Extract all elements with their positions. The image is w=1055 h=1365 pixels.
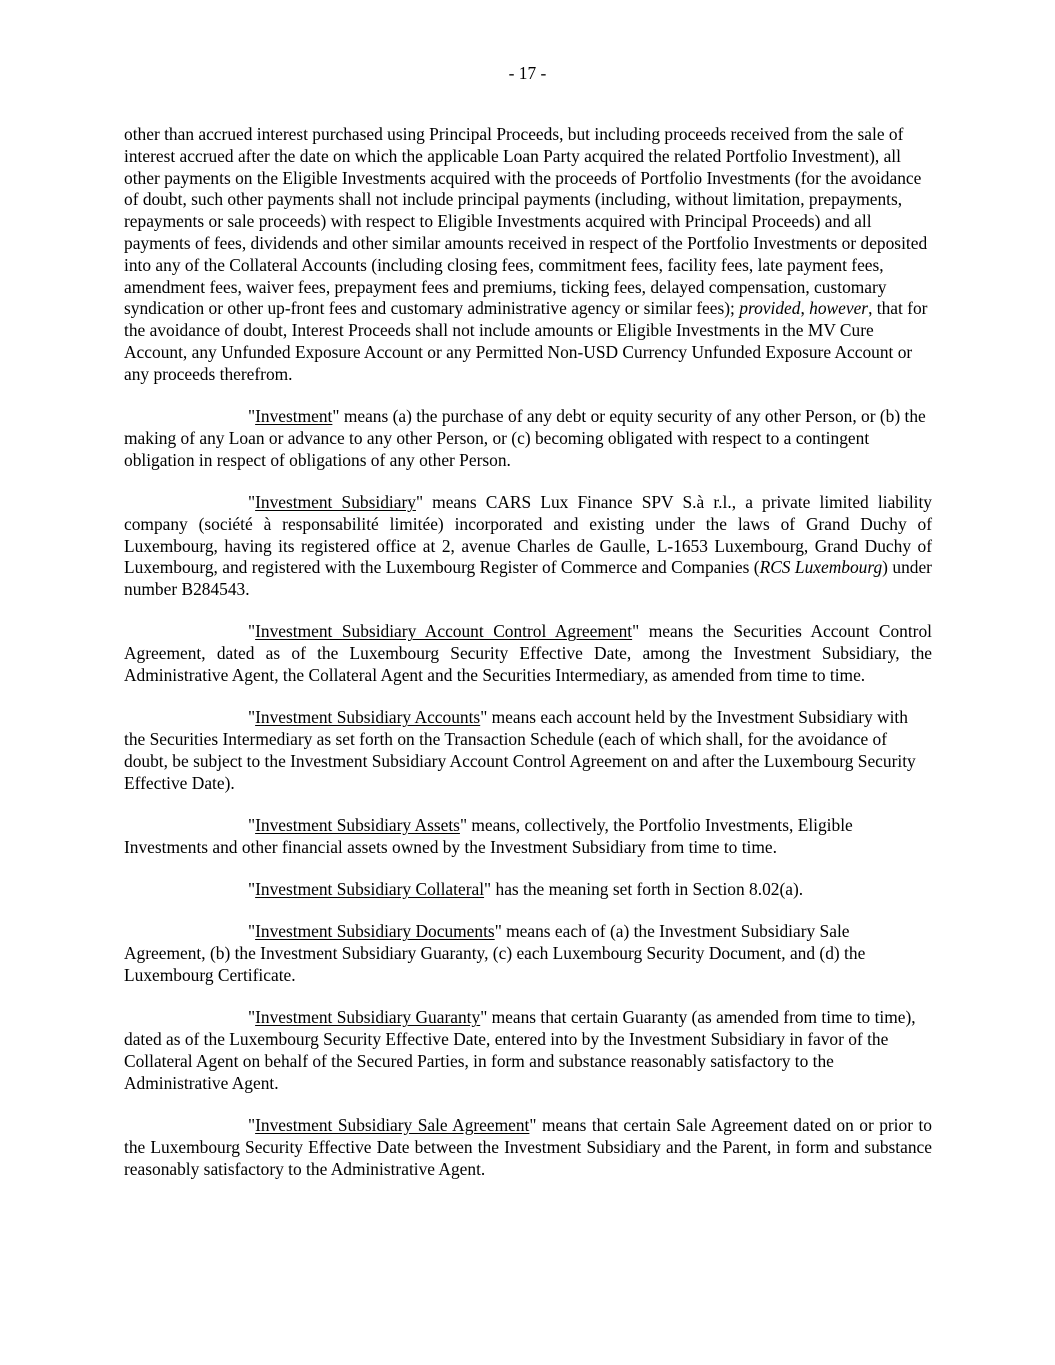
continuation-text: other than accrued interest purchased using Principal Proceeds, but including proceeds received from the sale of interest accrued after the date on which the applicable Loan Party acquired the related Portfolio Investment), all other payments on the Eligible Investments acquired with the proceeds of Portfolio Investments (for the avoidance of doubt, such other payments shall not include principal payments (including, without limitation, prepayments, repayments or sale proceeds) with respect to Eligible Investments acquired with Principal Proceeds) and all payments of fees, dividends and other similar amounts received in respect of the Portfolio Investments or deposited into any of the Collateral Accounts (including closing fees, commitment fees, facility fees, late payment fees, amendment fees, waiver fees, prepayment fees and premiums, ticking fees, delayed compensation, customary syndication or other up-front fees and customary administrative agency or similar fees); bbox=[124, 124, 928, 319]
definition-italic: RCS Luxembourg bbox=[759, 557, 883, 578]
definition-body: " means the Securities Account Control Agreement, dated as of the Luxembourg Security Effective Date, among the Investment Subsidiary, the Administrative Agent, the Collateral Agent and the Securities Intermediary, as amended from time to time. bbox=[124, 621, 933, 686]
defined-term: Investment Subsidiary Account Control Agreement bbox=[255, 621, 633, 642]
document-body bbox=[124, 124, 932, 1201]
definition-subsidiary-sale-agreement: "Investment Subsidiary Sale Agreement" means that certain Sale Agreement dated on or prior to the Luxembourg Security Effective Date between the Investment Subsidiary and the Parent, in form and substance reasonably satisfactory to the Administrative Agent. bbox=[124, 1114, 932, 1179]
definition-body: " has the meaning set forth in Section 8.02(a). bbox=[484, 879, 804, 900]
defined-term: Investment Subsidiary Guaranty bbox=[255, 1007, 481, 1028]
provided-italic: provided bbox=[739, 298, 801, 319]
definition-body: " means (a) the purchase of any debt or equity security of any other Person, or (b) the making of any Loan or advance to any other Person, or (c) becoming obligated with respect to a contingent obligation in respect of obligations of any other Person. bbox=[124, 406, 926, 470]
defined-term: Investment Subsidiary Assets bbox=[255, 815, 460, 836]
continuation-text-end: , that for the avoidance of doubt, Interest Proceeds shall not include amounts or Eligible Investments in the MV Cure Account, any Unfunded Exposure Account or any Permitted Non-USD Currency Unfunded Exposure Account or any proceeds therefrom. bbox=[124, 298, 928, 384]
continuation-separator: , bbox=[800, 298, 810, 319]
page-number: - 17 - bbox=[508, 63, 547, 83]
definition-subsidiary-guaranty: "Investment Subsidiary Guaranty" means that certain Guaranty (as amended from time to time), dated as of the Luxembourg Security Effective Date, entered into by the Investment Subsidiary in favor of the Collateral Agent on behalf of the Secured Parties, in form and substance reasonably satisfactory to the Administrative Agent. bbox=[124, 1007, 916, 1093]
definition-subsidiary-accounts: "Investment Subsidiary Accounts" means each account held by the Investment Subsidiary with the Securities Intermediary as set forth on the Transaction Schedule (each of which shall, for the avoidance of doubt, be subject to the Investment Subsidiary Account Control Agreement on and after the Luxembourg Security Effective Date). bbox=[124, 707, 916, 793]
definition-body: " means that certain Sale Agreement dated on or prior to the Luxembourg Security Effective Date between the Investment Subsidiary and the Parent, in form and substance reasonably satisfactory to the Administrative Agent. bbox=[124, 1114, 932, 1179]
defined-term: Investment Subsidiary Documents bbox=[255, 921, 495, 942]
definition-subsidiary-assets: "Investment Subsidiary Assets" means, collectively, the Portfolio Investments, Eligible Investments and other financial assets owned by the Investment Subsidiary from time to time. bbox=[124, 815, 853, 857]
defined-term: Investment Subsidiary Collateral bbox=[255, 879, 485, 900]
continuation-paragraph bbox=[124, 124, 932, 386]
however-italic: however bbox=[809, 298, 869, 319]
definition-body: " means that certain Guaranty (as amended from time to time), dated as of the Luxembourg Security Effective Date, entered into by the Investment Subsidiary in favor of the Collateral Agent on behalf of the Secured Parties, in form and substance reasonably satisfactory to the Administrative Agent. bbox=[124, 1007, 916, 1093]
definition-subsidiary-collateral: "Investment Subsidiary Collateral" has the meaning set forth in Section 8.02(a). bbox=[248, 879, 804, 900]
defined-term: Investment Subsidiary Accounts bbox=[255, 707, 481, 728]
definition-body: " means each account held by the Investment Subsidiary with the Securities Intermediary as set forth on the Transaction Schedule (each of which shall, for the avoidance of doubt, be subject to the Investment Subsidiary Account Control Agreement on and after the Luxembourg Security Effective Date). bbox=[124, 707, 916, 793]
defined-term: Investment Subsidiary Sale Agreement bbox=[255, 1114, 530, 1135]
defined-term: Investment bbox=[255, 406, 333, 427]
definition-subsidiary-documents: "Investment Subsidiary Documents" means each of (a) the Investment Subsidiary Sale Agreement, (b) the Investment Subsidiary Guaranty, (c) each Luxembourg Security Document, and (d) the Luxembourg Certificate. bbox=[124, 921, 866, 985]
defined-term: Investment Subsidiary bbox=[255, 491, 416, 512]
definition-investment-subsidiary: "Investment Subsidiary" means CARS Lux Finance SPV S.à r.l., a private limited liability company (société à responsabilité limitée) incorporated and existing under the laws of Grand Duchy of Luxembourg, having its registered office at 2, avenue Charles de Gaulle, L-1653 Luxembourg, Grand Duchy of Luxembourg, and registered with the Luxembourg Register of Commerce and Companies (RCS Luxembourg) under number B284543. bbox=[124, 491, 933, 600]
definition-body: " means, collectively, the Portfolio Investments, Eligible Investments and other financial assets owned by the Investment Subsidiary from time to time. bbox=[124, 815, 853, 857]
definition-investment: "Investment" means (a) the purchase of any debt or equity security of any other Person, or (b) the making of any Loan or advance to any other Person, or (c) becoming obligated with respect to a contingent obligation in respect of obligations of any other Person. bbox=[124, 406, 926, 470]
definition-account-control-agreement: "Investment Subsidiary Account Control Agreement" means the Securities Account Control Agreement, dated as of the Luxembourg Security Effective Date, among the Investment Subsidiary, the Administrative Agent, the Collateral Agent and the Securities Intermediary, as amended from time to time. bbox=[124, 621, 933, 686]
definition-body-end: ) under number B284543. bbox=[124, 557, 932, 600]
definition-body: " means CARS Lux Finance SPV S.à r.l., a private limited liability company (société à responsabilité limitée) incorporated and existing under the laws of Grand Duchy of Luxembourg, having its registered office at 2, avenue Charles de Gaulle, L-1653 Luxembourg, Grand Duchy of Luxembourg, and registered with the Luxembourg Register of Commerce and Companies ( bbox=[124, 491, 933, 578]
definition-body: " means each of (a) the Investment Subsidiary Sale Agreement, (b) the Investment Subsidiary Guaranty, (c) each Luxembourg Security Document, and (d) the Luxembourg Certificate. bbox=[124, 921, 866, 985]
